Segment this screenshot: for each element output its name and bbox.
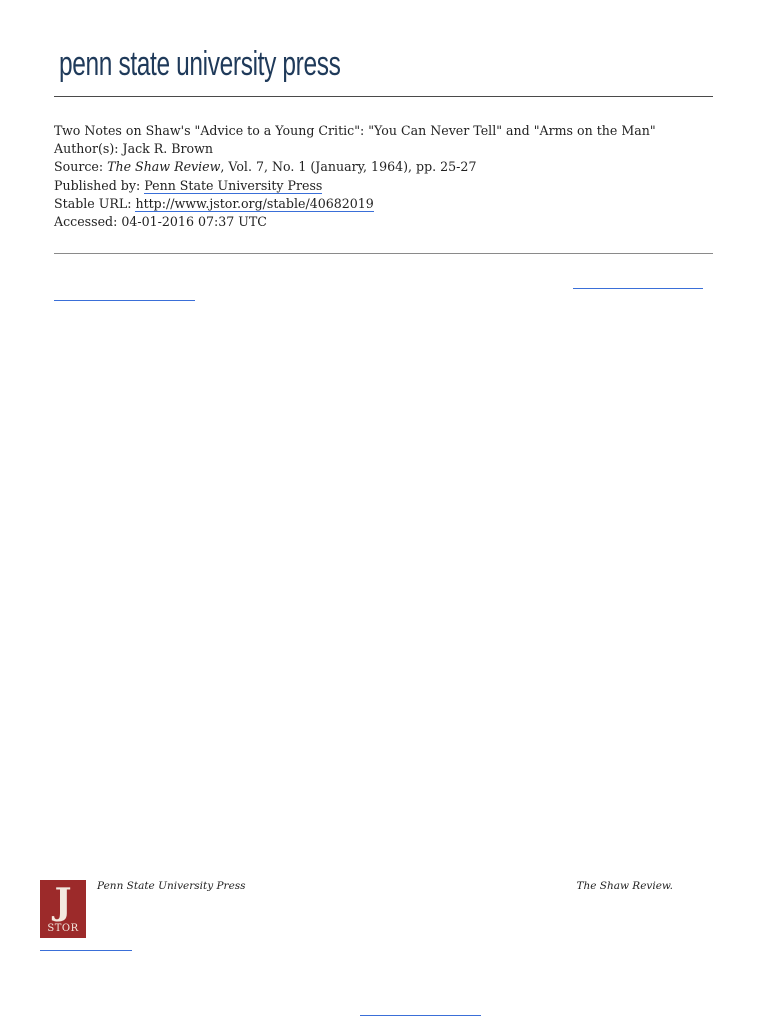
author-line	[54, 140, 754, 158]
source-details: , Vol. 7, No. 1 (January, 1964), pp. 25-27	[220, 159, 477, 175]
accessed-line	[54, 213, 754, 231]
stable-url-label: Stable URL:	[54, 195, 136, 211]
author-name: Jack R. Brown	[122, 141, 213, 157]
bottom-divider	[54, 253, 713, 254]
footer-journal: The Shaw Review.	[576, 880, 673, 892]
accessed-date: 04-01-2016 07:37 UTC	[121, 213, 267, 229]
article-metadata	[54, 122, 754, 231]
journal-title: The Shaw Review	[107, 159, 221, 175]
stable-url-link[interactable]: http://www.jstor.org/stable/40682019	[135, 195, 374, 211]
stable-url-line	[54, 195, 754, 213]
terms-link-continued[interactable]	[54, 300, 195, 301]
top-divider	[54, 96, 713, 97]
published-by-line	[54, 177, 754, 195]
jstor-link[interactable]	[40, 950, 132, 951]
jstor-logo-text: STOR	[47, 923, 79, 934]
terms-link[interactable]	[573, 288, 703, 289]
jstor-logo	[40, 880, 86, 938]
footer-publisher: Penn State University Press	[97, 880, 246, 892]
published-by-label: Published by:	[54, 177, 145, 193]
jstor-logo-letter: J	[54, 881, 72, 923]
author-label: Author(s):	[54, 141, 123, 157]
publisher-logo: penn state university press	[59, 45, 341, 83]
footer-link[interactable]	[360, 1015, 481, 1016]
source-line	[54, 158, 754, 176]
source-label: Source:	[54, 159, 108, 175]
publisher-link[interactable]: Penn State University Press	[144, 177, 323, 193]
article-title: Two Notes on Shaw's "Advice to a Young Critic": "You Can Never Tell" and "Arms on the Man"	[54, 123, 656, 138]
accessed-label: Accessed:	[54, 213, 122, 229]
